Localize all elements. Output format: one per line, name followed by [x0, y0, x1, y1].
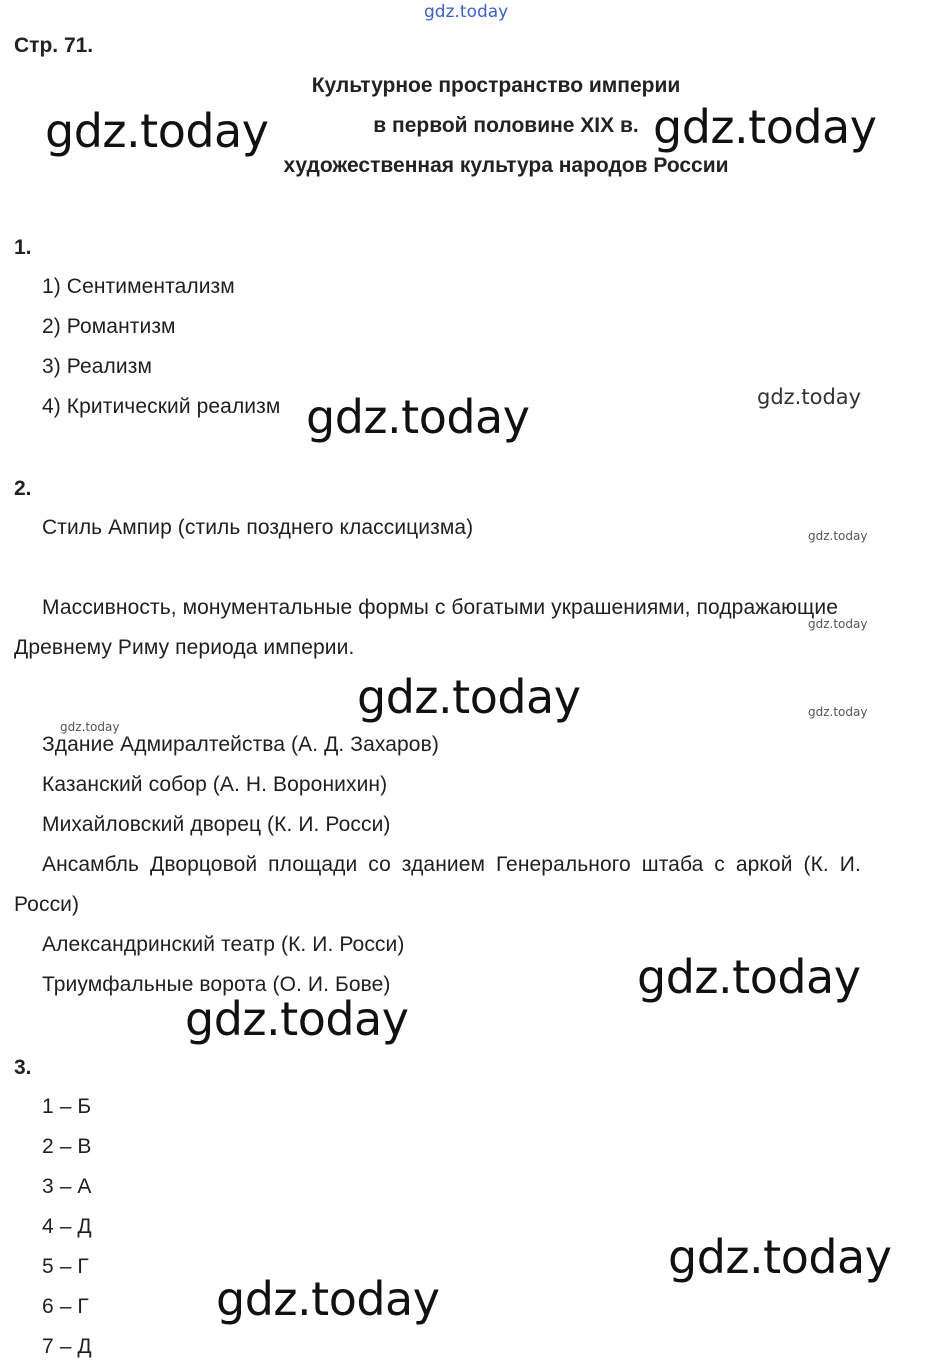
question-2-number: 2. — [14, 477, 32, 500]
watermark: gdz.today — [216, 1272, 440, 1326]
watermark: gdz.today — [306, 390, 530, 444]
title-line-1: Культурное пространство империи — [311, 74, 681, 97]
list-item: 4) Критический реализм — [42, 395, 281, 418]
description-line-1: Массивность, монументальные формы с богатыми украшениями, подражающие — [42, 596, 838, 619]
list-item: 2) Романтизм — [42, 315, 176, 338]
list-item: Александринский театр (К. И. Росси) — [42, 933, 405, 956]
list-item: 3) Реализм — [42, 355, 152, 378]
watermark: gdz.today — [45, 104, 269, 158]
ensemble-line-1: Ансамбль Дворцовой площади со зданием Генерального штаба с аркой (К. И. — [42, 853, 861, 876]
ensemble-line-2: Росси) — [14, 893, 80, 916]
list-item: Казанский собор (А. Н. Воронихин) — [42, 773, 388, 796]
watermark: gdz.today — [757, 385, 862, 409]
answer-item: 5 – Г — [42, 1255, 89, 1278]
watermark: gdz.today — [668, 1230, 892, 1284]
answer-item: 2 – В — [42, 1135, 92, 1158]
answer-item: 6 – Г — [42, 1295, 89, 1318]
watermark: gdz.today — [653, 100, 877, 154]
list-item: Триумфальные ворота (О. И. Бове) — [42, 973, 391, 996]
title-line-3: художественная культура народов России — [283, 154, 729, 177]
watermark: gdz.today — [185, 992, 409, 1046]
answer-item: 3 – А — [42, 1175, 92, 1198]
watermark: gdz.today — [808, 617, 868, 631]
page-label: Стр. 71. — [14, 34, 94, 57]
question-3-number: 3. — [14, 1056, 32, 1079]
list-item: Здание Адмиралтейства (А. Д. Захаров) — [42, 733, 439, 756]
watermark: gdz.today — [357, 670, 581, 724]
question-1-number: 1. — [14, 236, 32, 259]
description-line-2: Древнему Риму периода империи. — [14, 636, 355, 659]
list-item: Михайловский дворец (К. И. Росси) — [42, 813, 391, 836]
watermark: gdz.today — [637, 950, 861, 1004]
title-line-2: в первой половине XIX в. — [373, 114, 639, 137]
answer-item: 1 – Б — [42, 1095, 92, 1118]
watermark-top: gdz.today — [424, 2, 509, 22]
answer-item: 7 – Д — [42, 1335, 92, 1358]
watermark: gdz.today — [60, 720, 120, 734]
list-item: 1) Сентиментализм — [42, 275, 235, 298]
answer-item: 4 – Д — [42, 1215, 92, 1238]
watermark: gdz.today — [808, 529, 868, 543]
watermark: gdz.today — [808, 705, 868, 719]
style-name: Стиль Ампир (стиль позднего классицизма) — [42, 516, 474, 539]
